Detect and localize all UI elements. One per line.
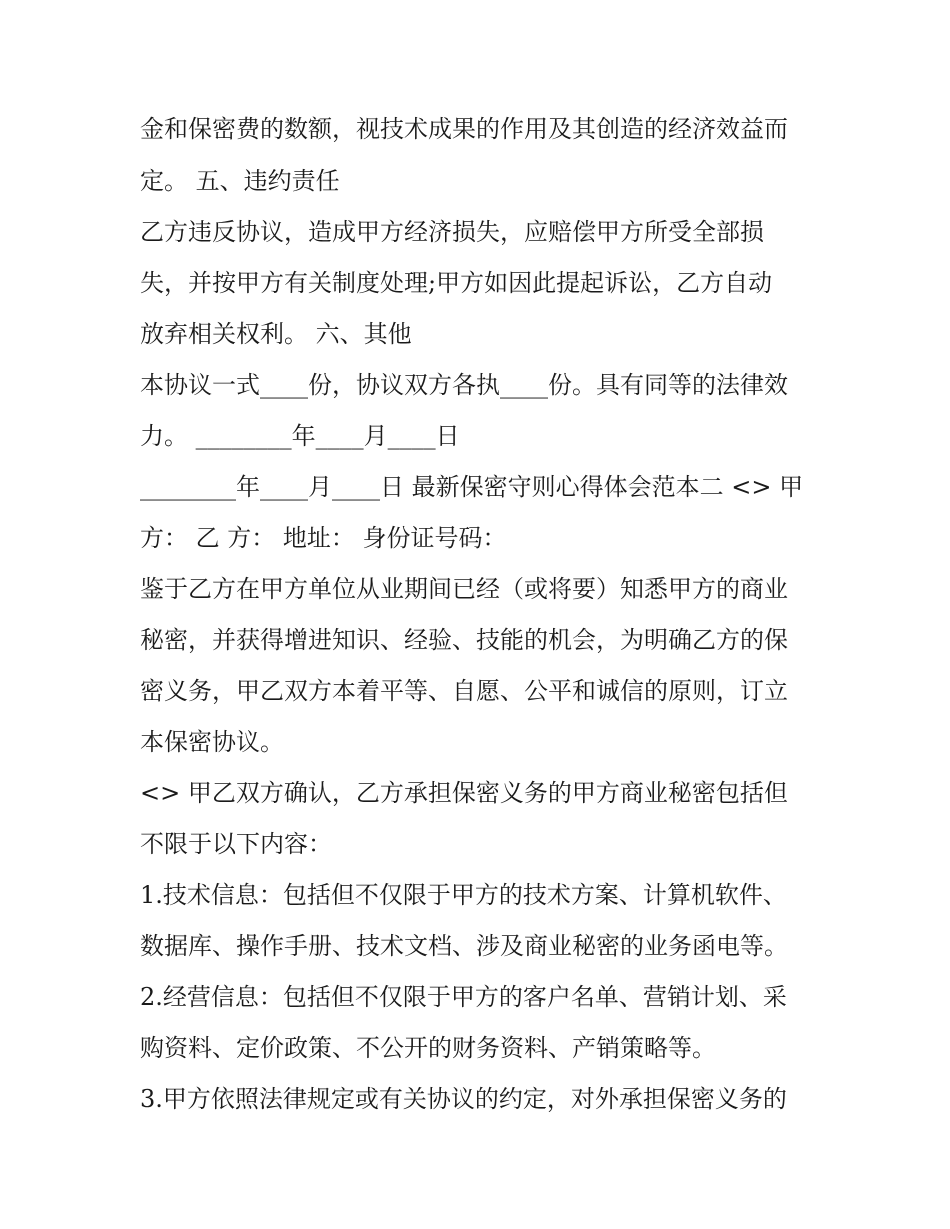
section-heading-line: 放弃相关权利。 六、其他 bbox=[140, 320, 412, 348]
text-line: 本协议一式____份，协议双方各执____份。具有同等的法律效 bbox=[140, 371, 788, 399]
text-line: 本保密协议。 bbox=[140, 728, 284, 756]
section-heading-line: 定。 五、违约责任 bbox=[140, 167, 340, 195]
date-line: 力。 ________年____月____日 bbox=[140, 422, 460, 450]
list-item-line: 2.经营信息：包括但不仅限于甲方的客户名单、营销计划、采 bbox=[140, 983, 787, 1011]
list-item-line: 购资料、定价政策、不公开的财务资料、产销策略等。 bbox=[140, 1034, 716, 1062]
list-item-line: 3.甲方依照法律规定或有关协议的约定，对外承担保密义务的 bbox=[140, 1085, 787, 1113]
date-title-line: ________年____月____日 最新保密守则心得体会范本二 <> 甲 bbox=[140, 473, 804, 501]
text-line: <> 甲乙双方确认，乙方承担保密义务的甲方商业秘密包括但 bbox=[140, 779, 788, 807]
text-line: 失，并按甲方有关制度处理;甲方如因此提起诉讼，乙方自动 bbox=[140, 269, 773, 297]
list-item-line: 数据库、操作手册、技术文档、涉及商业秘密的业务函电等。 bbox=[140, 932, 788, 960]
text-line: 秘密，并获得增进知识、经验、技能的机会，为明确乙方的保 bbox=[140, 626, 788, 654]
party-info-line: 方： 乙 方： 地址： 身份证号码： bbox=[140, 524, 507, 552]
text-line: 鉴于乙方在甲方单位从业期间已经（或将要）知悉甲方的商业 bbox=[140, 575, 788, 603]
text-line: 金和保密费的数额，视技术成果的作用及其创造的经济效益而 bbox=[140, 115, 788, 143]
text-line: 不限于以下内容： bbox=[140, 830, 332, 858]
list-item-line: 1.技术信息：包括但不仅限于甲方的技术方案、计算机软件、 bbox=[140, 881, 787, 909]
text-line: 密义务，甲乙双方本着平等、自愿、公平和诚信的原则，订立 bbox=[140, 677, 788, 705]
text-line: 乙方违反协议，造成甲方经济损失，应赔偿甲方所受全部损 bbox=[140, 218, 764, 246]
